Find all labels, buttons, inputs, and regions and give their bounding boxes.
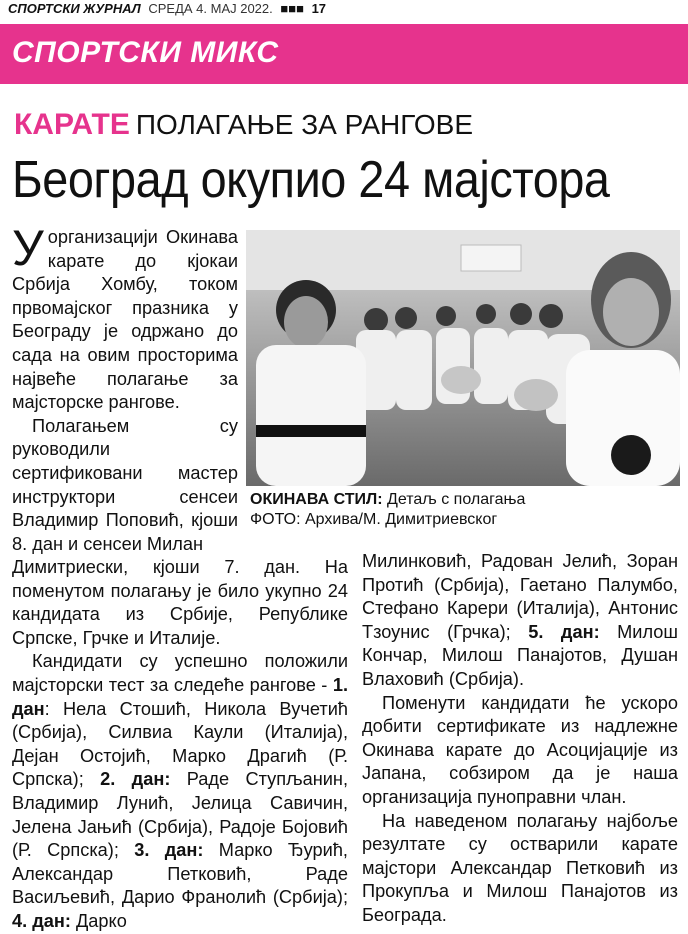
paragraph-3: Кандидати су успешно положили мајсторски тест за следеће рангове - 1. дан: Нела Стошић, Никола Вучетић (Србија), Силвиа Каули (Италија), Дејан Остојић, Марко Драгић (Р. Српска); 2. дан: Раде Ступљанин, Владимир Лунић, Јелица Савичин, Јелена Јањић (Србија), Радоје Бојовић (Р. Српска); 3. дан: Марко Ђурић, Александар Петковић, Раде Васиљевић, Дарио Франолић (Србија); 4. дан: Дарко [12,651,348,931]
paragraph-4: Поменути кандидати ће ускоро добити сертификате из надлежне Окинава карате до Асоцијације из Јапана, собзиром да је наша организација пуноправни члан. [362,692,678,807]
paragraph-2a: Полагањем су руководили сертификовани мастер инструктори сенсеи Владимир Поповић, кјоши 8. дан и сенсеи Милан [12,415,238,554]
article-photo [246,230,680,486]
headline: Београд окупио 24 мајстора [12,151,610,209]
caption-label: ОКИНАВА СТИЛ: [250,491,383,508]
page-header [8,0,326,18]
rank-4-label: 4. дан: [12,910,71,931]
newspaper-name: СПОРТСКИ ЖУРНАЛ [8,1,141,16]
paragraph-2b: Димитриески, кјоши 7. дан. На поменутом полагању је било укупно 24 кандидата из Србије, Републике Српске, Грчке и Италије. [12,557,348,648]
article-column-2 [362,550,678,928]
kicker-keyword: КАРАТЕ [14,108,130,141]
caption-text: Детаљ с полагања [382,491,526,508]
paragraph-3-cont: Милинковић, Радован Јелић, Зоран Протић (Србија), Гаетано Палумбо, Стефано Карери (Италија), Антонис Тзоунис (Грчка); 5. дан: Милош Кончар, Милош Панајотов, Душан Влаховић (Србија). [362,551,678,689]
rank-1-label: 1. дан [12,674,348,719]
rank-3-label: 3. дан: [134,840,204,861]
section-title: СПОРТСКИ МИКС [12,36,279,69]
article-kicker [14,108,473,142]
article-column-1 [12,220,238,556]
page-marker: ■■■ [280,1,304,16]
paragraph-1: У организацији Окинава карате до кјокаи Србија Хомбу, током првомајског празника у Београду је одржано до сада на овим просторима највеће полагање за мајсторске рангове. [12,220,238,413]
paragraph-5: На наведеном полагању најбоље резултате су остварили карате мајстори Александар Петковић из Прокупља и Милош Панајотов из Београда. [362,810,678,925]
drop-cap: У [12,220,44,276]
kicker-subtitle: ПОЛАГАЊЕ ЗА РАНГОВЕ [135,109,473,140]
karate-class-photo [246,230,680,486]
photo-caption [250,490,680,530]
section-bar [0,24,688,84]
article-column-1-lower [12,556,348,934]
issue-date: СРЕДА 4. МАЈ 2022. [148,1,273,16]
rank-2-label: 2. дан: [100,769,171,790]
rank-5-label: 5. дан: [528,621,600,642]
caption-line [250,490,680,510]
photo-credit: ФОТО: Архива/М. Димитриевског [250,511,498,528]
page-number: 17 [311,1,327,16]
